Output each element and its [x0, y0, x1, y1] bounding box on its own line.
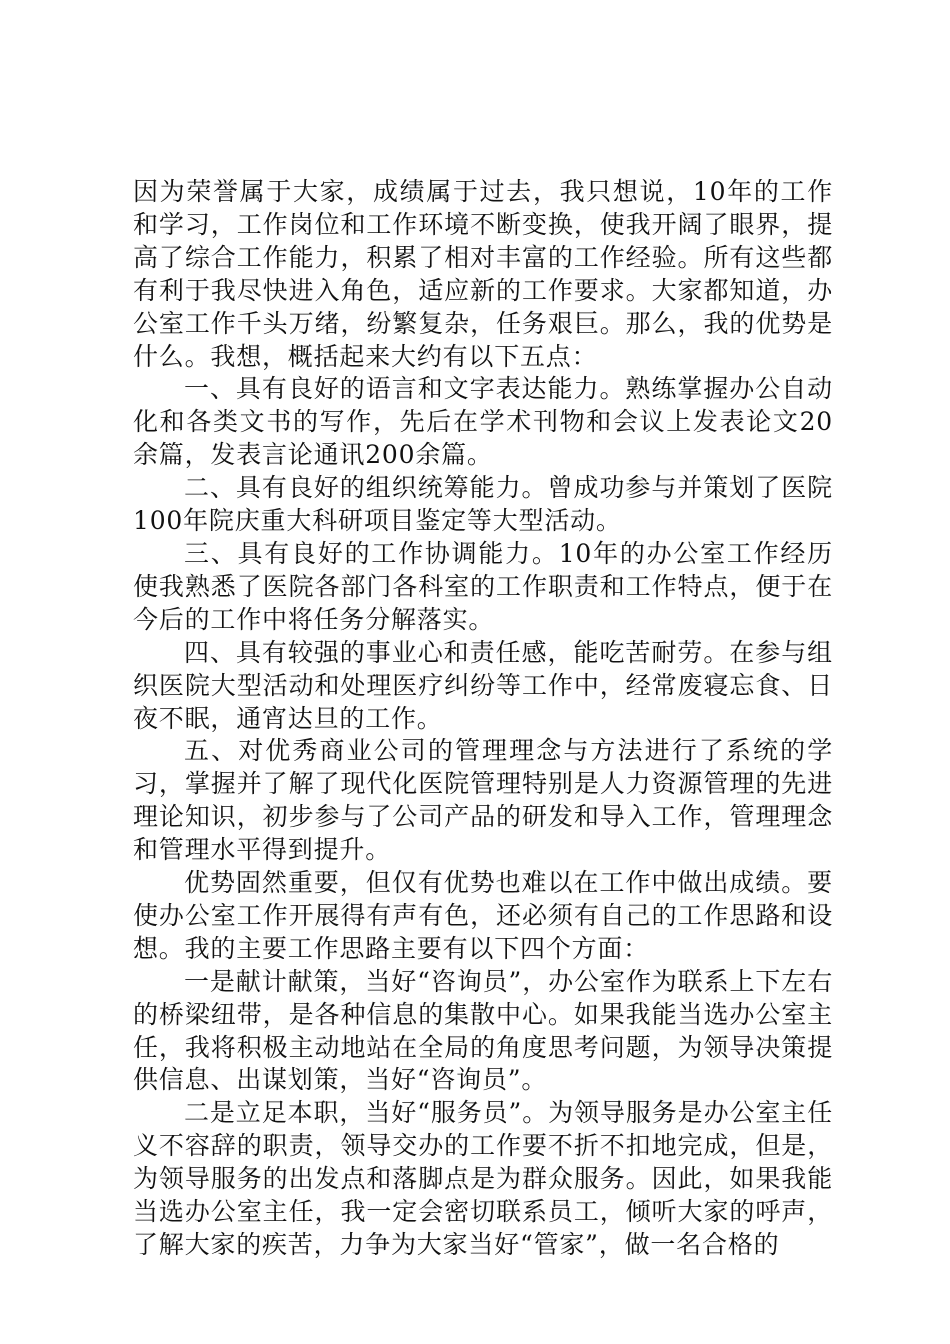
paragraph-point-1: 一、具有良好的语言和文字表达能力。熟练掌握办公自动化和各类文书的写作，先后在学术刊物和会议上发表论文20余篇，发表言论通讯200余篇。	[133, 374, 833, 470]
paragraph-point-3: 三、具有良好的工作协调能力。10年的办公室工作经历使我熟悉了医院各部门各科室的工作职责和工作特点，便于在今后的工作中将任务分解落实。	[133, 538, 833, 634]
paragraph-point-2: 二、具有良好的组织统筹能力。曾成功参与并策划了医院100年院庆重大科研项目鉴定等大型活动。	[133, 473, 833, 536]
document-body	[133, 176, 833, 1262]
paragraph-intro: 因为荣誉属于大家，成绩属于过去，我只想说，10年的工作和学习，工作岗位和工作环境不断变换，使我开阔了眼界，提高了综合工作能力，积累了相对丰富的工作经验。所有这些都有利于我尽快进入角色，适应新的工作要求。大家都知道，办公室工作千头万绪，纷繁复杂，任务艰巨。那么，我的优势是什么。我想，概括起来大约有以下五点：	[133, 177, 833, 371]
paragraph-transition: 优势固然重要，但仅有优势也难以在工作中做出成绩。要使办公室工作开展得有声有色，还必须有自己的工作思路和设想。我的主要工作思路主要有以下四个方面：	[133, 868, 833, 963]
paragraph-idea-1: 一是献计献策，当好“咨询员”，办公室作为联系上下左右的桥梁纽带，是各种信息的集散中心。如果我能当选办公室主任，我将积极主动地站在全局的角度思考问题，为领导决策提供信息、出谋划策，当好“咨询员”。	[133, 966, 833, 1095]
paragraph-point-4: 四、具有较强的事业心和责任感，能吃苦耐劳。在参与组织医院大型活动和处理医疗纠纷等工作中，经常废寝忘食、日夜不眠，通宵达旦的工作。	[133, 637, 833, 733]
paragraph-idea-2: 二是立足本职，当好“服务员”。为领导服务是办公室主任义不容辞的职责，领导交办的工作要不折不扣地完成，但是，为领导服务的出发点和落脚点是为群众服务。因此，如果我能当选办公室主任，我一定会密切联系员工，倾听大家的呼声，了解大家的疾苦，力争为大家当好“管家”，做一名合格的	[133, 1098, 833, 1259]
paragraph-point-5: 五、对优秀商业公司的管理理念与方法进行了系统的学习，掌握并了解了现代化医院管理特别是人力资源管理的先进理论知识，初步参与了公司产品的研发和导入工作，管理理念和管理水平得到提升。	[133, 736, 833, 865]
